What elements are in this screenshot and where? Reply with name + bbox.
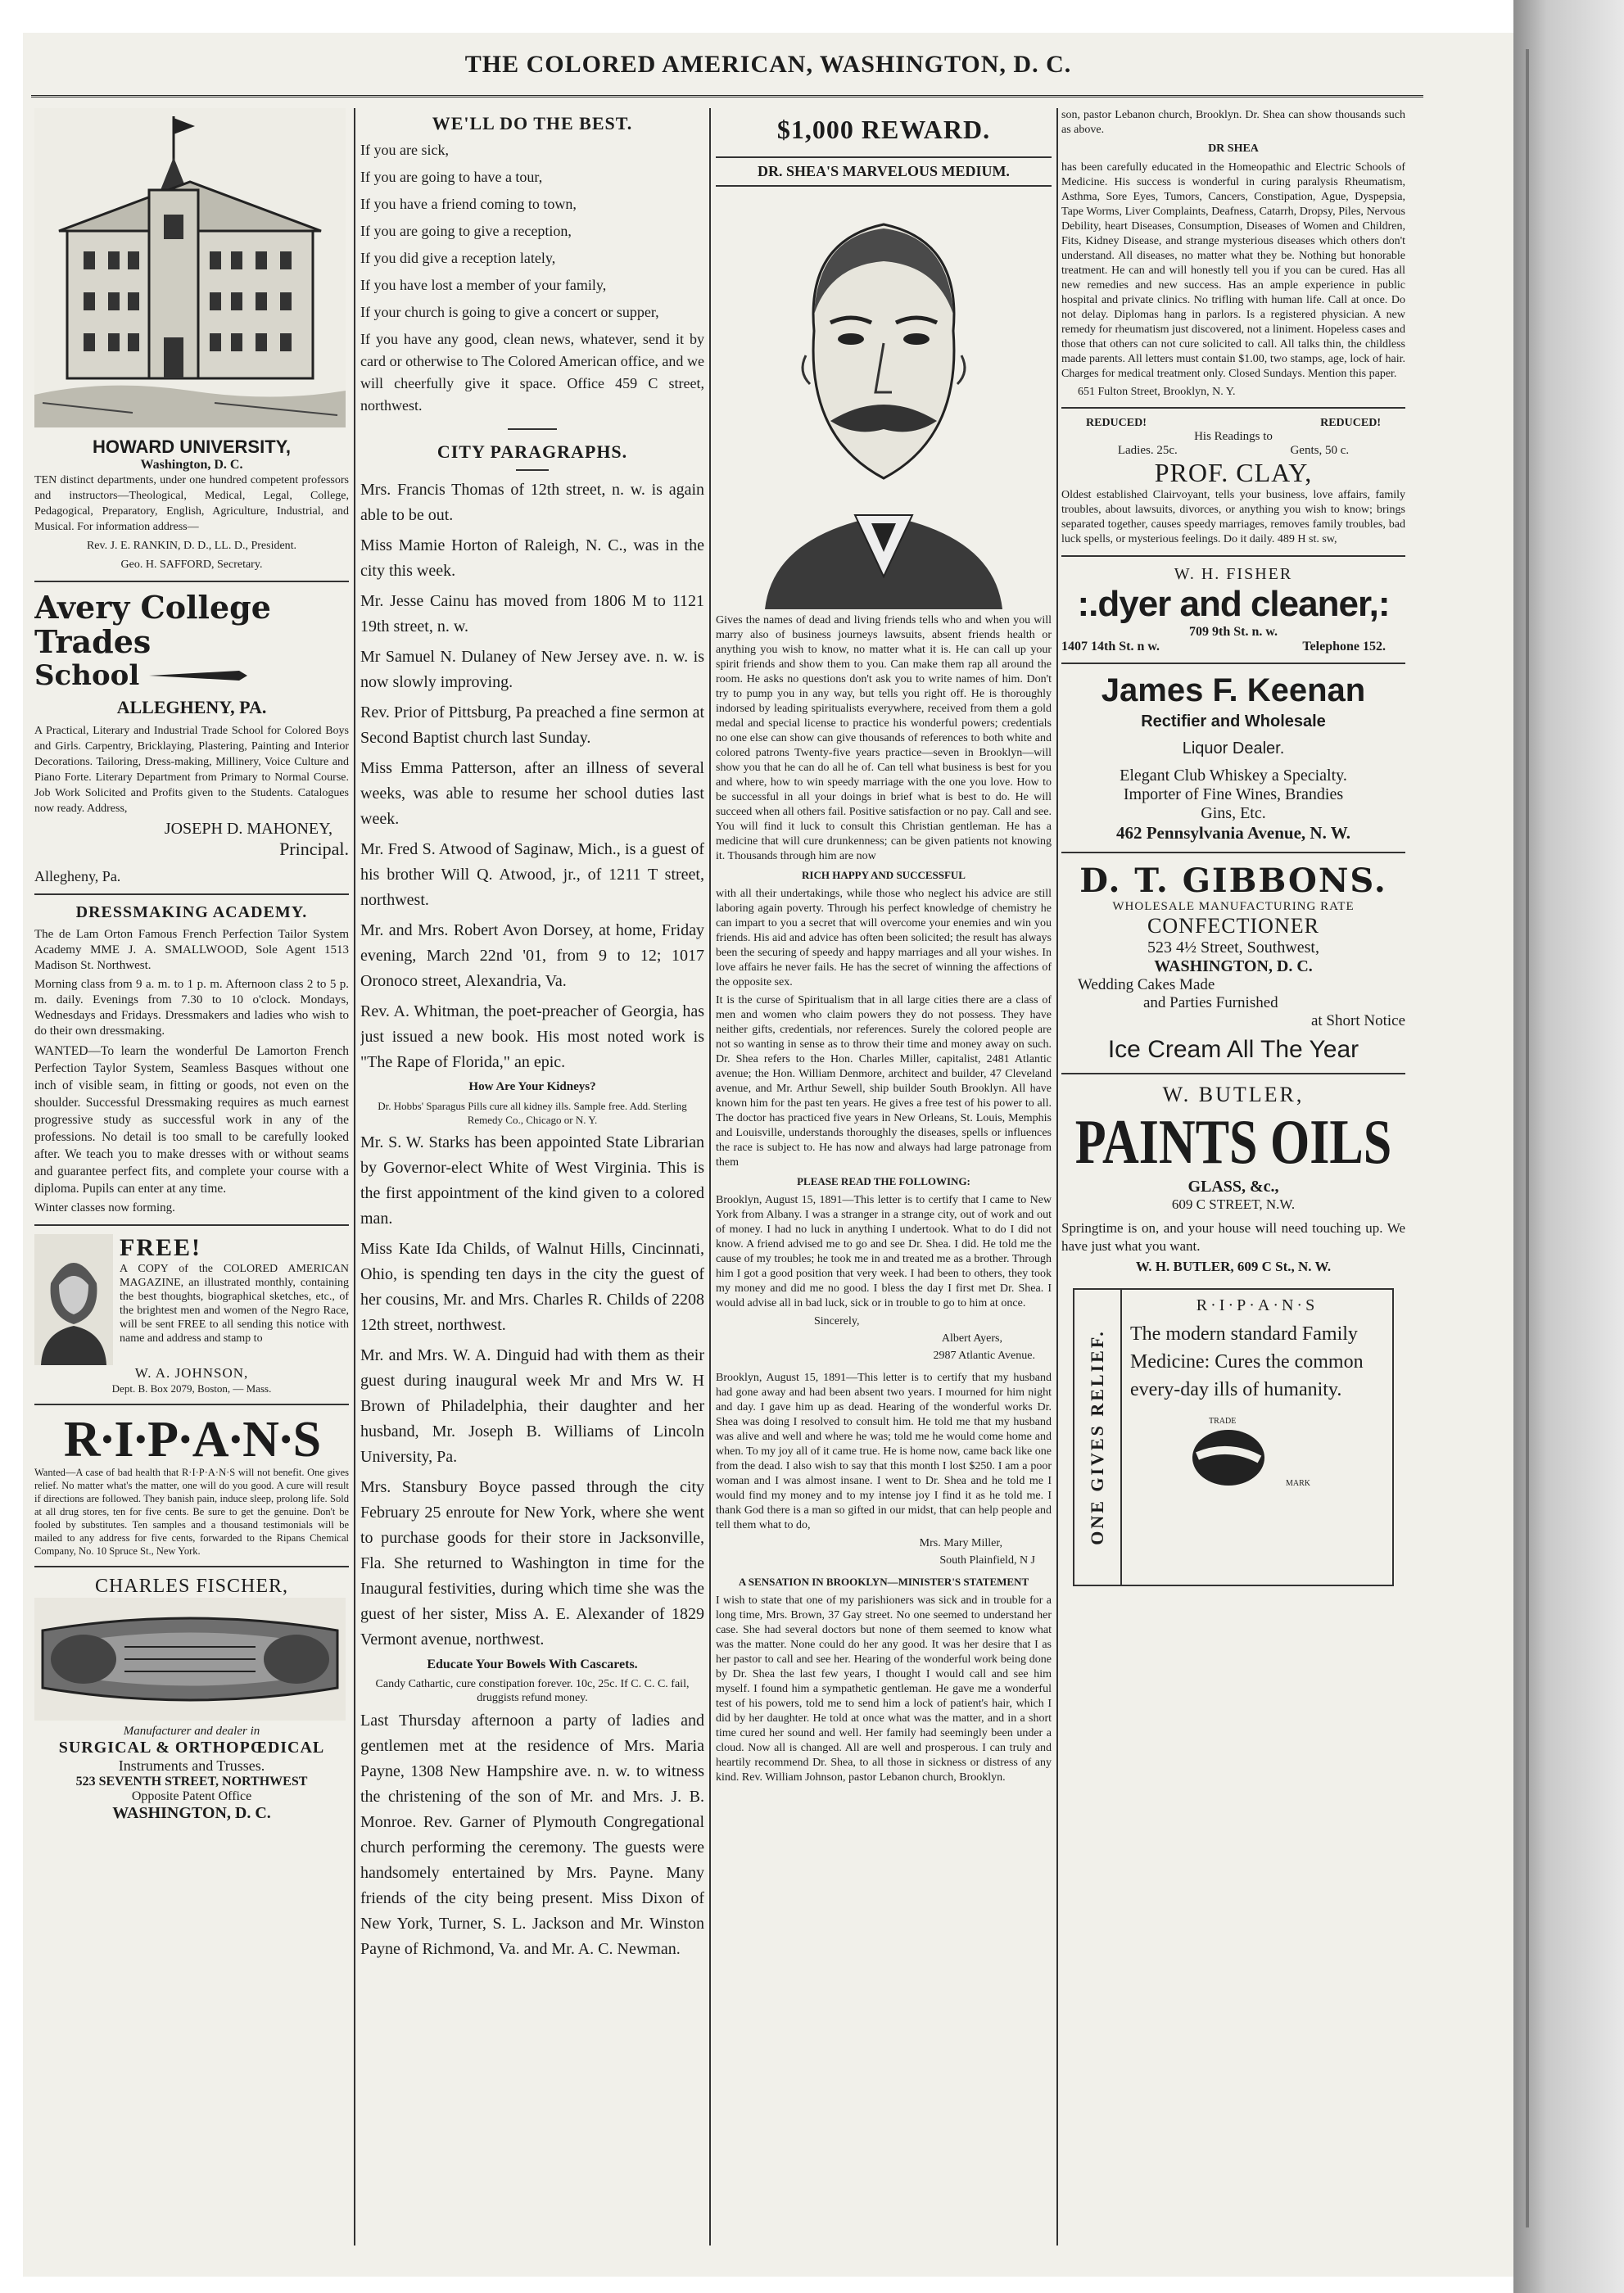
column-1 [34, 108, 349, 2246]
letter-1-addr: 2987 Atlantic Avenue. [933, 1350, 1035, 1362]
gibbons-city: WASHINGTON, D. C. [1154, 957, 1313, 975]
letter-2-name: Mrs. Mary Miller, [919, 1537, 1002, 1549]
shea-head: DR SHEA [1208, 142, 1259, 155]
best-title: WE'LL DO THE BEST. [432, 113, 633, 133]
binding-line [1526, 49, 1529, 2227]
gibbons-parties: and Parties Furnished [1143, 994, 1278, 1011]
howard-secretary: Geo. H. SAFFORD, Secretary. [120, 559, 263, 571]
city-paragraph: Miss Kate Ida Childs, of Walnut Hills, Cincinnati, Ohio, is spending ten days in the city the guest of her cousins, Mr. and Mrs. Charles R. Childs of 2208 12th street, northwest. [360, 1240, 704, 1334]
fischer-title: CHARLES FISCHER, [94, 1576, 289, 1597]
keenan-line-1: Rectifier and Wholesale [1141, 712, 1326, 730]
clay-gents: Gents, 50 c. [1290, 444, 1350, 457]
column-rule [354, 108, 355, 2246]
sensation-body: I wish to state that one of my parishioners was sick and in trouble for a long time, Mrs. Brown, 37 Gay street. No one seemed to understand her case. She had several doctors but none of them seemed to know what was the matter. None could do her any good. It was her desire that I as her pastor to call and see her. Hearing of the wonderful work being done by Dr. Shea the last few years, I thought I would call and see him myself. I found him a sympathetic gentleman. He gave me a wonderful test of his powers, told me to send him a lock of patient's hair, which I did by her daughter. He told at once what was the matter, and in a short time cured her sound and well. Her family had seemingly been under a cloud. Now all is changed. All are well and prosperous. I can truly and heartily recommend Dr. Shea, to all those in sickness or distress of any kind. Rev. William Johnson, pastor Lebanon church, Brooklyn. [716, 1594, 1052, 1784]
dressmaking-intro: The de Lam Orton Famous French Perfection Tailor System Academy MME J. A. SMALLWOOD, Sole Agent 1513 Madison St. Northwest. [34, 928, 349, 972]
ripans-mark: MARK [1286, 1479, 1311, 1488]
sensation-head: A SENSATION IN BROOKLYN—MINISTER'S STATEMENT [738, 1576, 1029, 1588]
fisher-trade: :.dyer and cleaner,: [1077, 584, 1390, 624]
newspaper-page [23, 33, 1513, 2277]
page-edge [1513, 0, 1624, 2293]
gibbons-notice: at Short Notice [1310, 1012, 1405, 1029]
dressmaking-hours: Morning class from 9 a. m. to 1 p. m. Afternoon class 2 to 5 p. m. daily. Evenings from 7.30 to 10 o'clock. Mondays, Wednesdays and Fridays. Dressmakers and ladies who wish to do their own dressmaking. [34, 978, 349, 1038]
butler-headline: PAINTS OILS [1074, 1107, 1392, 1178]
city-paragraph: Mr. Jesse Cainu has moved from 1806 M to 1121 19th street, n. w. [360, 592, 704, 635]
divider [34, 893, 349, 895]
fischer-line5: Opposite Patent Office [131, 1789, 252, 1803]
divider [34, 1566, 349, 1567]
free-body: A COPY of the COLORED AMERICAN MAGAZINE, an illustrated monthly, containing the best thoughts, biographical sketches, etc., of the brightest men and women of the Negro Race, will be sent FREE to all sending this notice with name and address and stamp to [120, 1263, 349, 1345]
howard-place: Washington, D. C. [140, 458, 243, 472]
kidneys-body: Dr. Hobbs' Sparagus Pills cure all kidney ills. Sample free. Add. Sterling Remedy Co., Chicago or N. Y. [378, 1100, 687, 1126]
shea-continued: son, pastor Lebanon church, Brooklyn. Dr. Shea can show thousands such as above. [1061, 109, 1405, 136]
avery-place-2: Allegheny, Pa. [34, 868, 121, 884]
divider [34, 1224, 349, 1226]
dressmaking-winter: Winter classes now forming. [34, 1201, 175, 1214]
free-title: FREE! [120, 1234, 201, 1261]
city-paragraph: Miss Mamie Horton of Raleigh, N. C., was in the city this week. [360, 536, 704, 580]
top-rule [31, 95, 1423, 97]
howard-university-engraving [34, 108, 346, 427]
ripans-side-text: ONE GIVES RELIEF. [1087, 1329, 1108, 1545]
city-paragraph: Mr. S. W. Starks has been appointed State Librarian by Governor-elect White of West Virginia. This is the first appointment of the kind given to a colored man. [360, 1133, 704, 1228]
best-line: If you are going to give a reception, [360, 223, 572, 239]
gibbons-ice-cream: Ice Cream All The Year [1107, 1036, 1359, 1063]
city-paragraph: Rev. Prior of Pittsburg, Pa preached a fine sermon at Second Baptist church last Sunday. [360, 703, 704, 747]
free-address: Dept. B. Box 2079, Boston, — Mass. [111, 1382, 272, 1395]
butler-body: Springtime is on, and your house will need touching up. We have just what you want. [1061, 1220, 1405, 1254]
city-paragraph: Mr. Fred S. Atwood of Saginaw, Mich., is a guest of his brother Will Q. Atwood, jr., of 1211 T street, northwest. [360, 840, 704, 909]
city-title: CITY PARAGRAPHS. [437, 441, 628, 462]
avery-place: ALLEGHENY, PA. [116, 697, 267, 717]
fischer-line2: SURGICAL & ORTHOPŒDICAL [58, 1739, 325, 1757]
howard-body: TEN distinct departments, under one hundred competent professors and instructors—Theological, Medical, Legal, College, Pedagogical, Preparatory, English, Agriculture, Industrial, and Musical. For information address— [34, 474, 349, 533]
keenan-line-5: Gins, Etc. [1201, 804, 1266, 822]
city-paragraph: Last Thursday afternoon a party of ladies and gentlemen met at the residence of Mrs. Maria Payne, 1308 New Hampshire ave. n. w. to witness the christening of the son of Mr. and Mrs. J. B. Monroe. Rev. Garner of Plymouth Congregational church performing the ceremony. The guests were handsomely entertained by Mrs. Payne. Many friends of the city being present. Miss Dixon of New York, Turner, S. L. Jackson and Mr. Winston Payne of Richmond, Va. and Mr. A. C. Newman. [360, 1712, 704, 1958]
keenan-name: James F. Keenan [1101, 672, 1366, 708]
gibbons-cakes: Wedding Cakes Made [1078, 976, 1215, 993]
fischer-line4: 523 SEVENTH STREET, NORTHWEST [75, 1775, 308, 1789]
dressmaking-wanted: WANTED—To learn the wonderful De Lamorton French Perfection Taylor System, Seamless Basques without one inch of visible seam, in fitting or goods, not even on the shoulder. Successful Dressmaking requires as much earnest progressive study as successful work in any of the professions. No detail is too small to be carefully looked after. We teach you to make dresses with or without seams and guarantee perfect fits, and complete your course with a diploma. Pupils can enter at any time. [34, 1044, 349, 1196]
truss-engraving [34, 1598, 346, 1721]
ripans-trade: TRADE [1209, 1417, 1237, 1426]
ripans-body: Wanted—A case of bad health that R·I·P·A·N·S will not benefit. One gives relief. No matter what's the matter, one will do you good. A cure will result if directions are followed. They banish pain, induce sleep, prolong life. Sold at all drug stores, ten for five cents. Be sure to get the genuine. Don't be fooled by substitutes. Ten samples and a thousand testimonials will be mailed to any address for five cents, forwarded to the Ripans Chemical Company, No. 10 Spruce St., New York. [34, 1467, 349, 1557]
letter-1-name: Albert Ayers, [941, 1332, 1002, 1345]
avery-title: Avery College Trades [34, 589, 271, 660]
fischer-line3: Instruments and Trusses. [118, 1757, 265, 1774]
avery-principal-name: JOSEPH D. MAHONEY, [164, 820, 332, 838]
shea-body-3: It is the curse of Spiritualism that in all large cities there are a class of men and women who claim powers they do not possess. They have neither gifts, credentials, nor references. Surely the colored people are not so wanting in sense as to throw their time and money away on such. Dr. Shea refers to the Hon. Charles Miller, capitalist, 2481 Atlantic avenue; the Hon. William Denmore, architect and builder, 47 Cleveland avenue, and Mr. Arthur Sewell, ship builder South Brooklyn. All have known him for the past ten years. He gives a free test of his power to all. The doctor has practiced five years in New Orleans, St. Louis, Memphis and Louisville, understands thoroughly the diseases, spells or influences the race is subject to. He has now and always had large patronage from them [716, 994, 1052, 1169]
reward-title: $1,000 REWARD. [776, 115, 991, 144]
keenan-address: 462 Pennsylvania Avenue, N. W. [1115, 823, 1351, 843]
divider [34, 581, 349, 582]
divider [1061, 407, 1405, 409]
keenan-line-3: Elegant Club Whiskey a Specialty. [1120, 767, 1347, 785]
gibbons-line-2: CONFECTIONER [1147, 914, 1319, 938]
city-paragraph: Mr. and Mrs. Robert Avon Dorsey, at home, Friday evening, March 22nd '01, from 9 to 12; 1017 Oronoco street, Alexandria, Va. [360, 921, 704, 990]
free-name: W. A. JOHNSON, [134, 1365, 249, 1381]
clay-ladies: Ladies. 25c. [1117, 444, 1178, 457]
ripans-tabules-seal-icon [1189, 1427, 1268, 1489]
ripans-box-body: The modern standard Family Medicine: Cures the common every-day ills of humanity. [1130, 1323, 1364, 1400]
column-rule [709, 108, 711, 2246]
pen-ornament-icon [149, 669, 247, 682]
portrait-engraving [34, 1234, 113, 1365]
column-2 [360, 108, 704, 2246]
fisher-telephone: Telephone 152. [1302, 640, 1386, 654]
best-line: If you have lost a member of your family, [360, 277, 607, 293]
divider [508, 428, 557, 430]
clay-readings: His Readings to [1194, 430, 1273, 443]
divider [34, 1404, 349, 1405]
city-paragraph: Mrs. Francis Thomas of 12th street, n. w. is again able to be out. [360, 481, 704, 524]
fischer-line6: WASHINGTON, D. C. [112, 1804, 271, 1822]
clay-reduced-left: REDUCED! [1086, 417, 1147, 429]
divider [1061, 663, 1405, 664]
bowels-title: Educate Your Bowels With Cascarets. [427, 1658, 638, 1671]
fisher-name: W. H. FISHER [1174, 565, 1293, 583]
column-4 [1061, 108, 1405, 2246]
butler-name: W. BUTLER, [1162, 1083, 1305, 1106]
gibbons-line-1: WHOLESALE MANUFACTURING RATE [1112, 900, 1355, 913]
city-paragraph: Rev. A. Whitman, the poet-preacher of Georgia, has just issued a new book. His most noted work is "The Rape of Florida," an epic. [360, 1002, 704, 1071]
shea-address: 651 Fulton Street, Brooklyn, N. Y. [1078, 386, 1236, 398]
best-line: If you have a friend coming to town, [360, 196, 577, 212]
gibbons-name: D. T. GIBBONS. [1079, 862, 1387, 900]
divider [1061, 852, 1405, 853]
shea-body-2: with all their undertakings, while those who neglect his advice are still laboring again poverty. Through his perfect knowledge of chemistry he can impart to you a secret that will overcome your enemies and win you friends. His aid and advice has often been solicited; the result has always been the securing of speedy and happy marriages and all your wishes. In love affairs he never fails. He has the secret of winning the affections of the opposite sex. [716, 888, 1052, 988]
ripans-title: R·I·P·A·N·S [63, 1412, 320, 1468]
ripans-box [1073, 1288, 1394, 1586]
keenan-line-4: Importer of Fine Wines, Brandies [1123, 785, 1344, 803]
clay-body: Oldest established Clairvoyant, tells your business, love affairs, family troubles, about lawsuits, divorces, or anything you wish to know; brings separated together, causes speedy marriages, removes family troubles, bad luck spells, or mysterious feelings. Do it daily. 489 H st. sw, [1061, 489, 1405, 545]
divider [516, 469, 549, 471]
shea-letter-1: Brooklyn, August 15, 1891—This letter is to certify that I came to New York from Albany. I was a stranger in a strange city, out of work and out of money. I had no luck in anything I undertook. What to do I did not know. A friend advised me to go and see Dr. Shea. I did. He told me the cause of my troubles; he took me in and treated me as a brother. Through him I got a good position that very week. I had been to others, they took my money and did me no good. I bless the day I first met Dr. Shea. I would advise all in bad luck, sick or in trouble to go to him at once. [716, 1194, 1052, 1309]
howard-title: HOWARD UNIVERSITY, [92, 436, 292, 457]
best-line: If you did give a reception lately, [360, 250, 556, 266]
howard-president: Rev. J. E. RANKIN, D. D., LL. D., President. [86, 540, 297, 552]
best-line: If you are going to have a tour, [360, 169, 543, 185]
reward-subtitle: DR. SHEA'S MARVELOUS MEDIUM. [716, 156, 1052, 187]
shea-read-head: PLEASE READ THE FOLLOWING: [797, 1175, 970, 1187]
avery-principal-role: Principal. [279, 839, 349, 859]
bowels-body: Candy Cathartic, cure constipation forever. 10c, 25c. If C. C. C. fail, druggists refund money. [375, 1678, 690, 1704]
divider [1061, 1073, 1405, 1074]
masthead: THE COLORED AMERICAN, WASHINGTON, D. C. [464, 51, 1072, 78]
dr-shea-portrait [716, 192, 1052, 609]
shea-letter-2: Brooklyn, August 15, 1891—This letter is to certify that my husband had gone away and had been absent two years. I mourned for him night and day. I gave him up as dead. Hearing of the wonderful works Dr. Shea was doing I resolved to consult him. He told me that my husband was alive and well and where he was; told me he would come home and when. To my joy all of it came true. He is home now, came back like one from the dead. I also wish to say that this month I lost $250. I am a poor woman and I was almost insane. I went to Dr. Shea and he told me I would find my money and to my intense joy I find it as he told me. I thank God there is a man so gifted in our midst, that can help people and tell them what to do, [716, 1372, 1052, 1531]
divider [1061, 555, 1405, 557]
ripans-box-title: R·I·P·A·N·S [1196, 1296, 1319, 1314]
butler-glass: GLASS, &c., [1187, 1178, 1279, 1196]
shea-body-1: Gives the names of dead and living friends tells who and when you will marry also of business journeys lawsuits, absent friends health or anything you wish to know, no matter what it is. He can call up your spirit friends and show them to you. Can make them rap all around the room. He asks no questions don't ask you to write names of him. Don't try to pump you in any way, but tells you right off. He is thoroughly indorsed by leading spiritualists everywhere, received from them a gold medal and special license to practice his wonderful powers; credentials no one else can show can give thousands of references to both white and colored patrons Twenty-five years practice—seven in Brooklyn—will show you that he can do all he of. Can tell what business is best for you and where, how to win speedy marriage with the one you love. How to be successful in all your doings in brief what is best to do. He will succeed when all others fail. Positive satisfaction or no pay. Call and see. You will find it luck to consult this Christian gentleman. He has a medicine that will cure drunkenness; can be given patients not knowing it. Thousands through him are now [716, 614, 1052, 862]
avery-title-school: School [34, 659, 140, 692]
best-line: If you are sick, [360, 142, 449, 158]
gibbons-address: 523 4½ Street, Southwest, [1147, 938, 1319, 957]
butler-address: 609 C STREET, N.W. [1171, 1196, 1296, 1212]
letter-1-sig: Sincerely, [814, 1315, 860, 1327]
butler-signature: W. H. BUTLER, 609 C St., N. W. [1135, 1259, 1332, 1274]
city-paragraph: Mrs. Stansbury Boyce passed through the city February 25 enroute for New York, where she went to purchase goods for their store in Jacksonville, Fla. She returned to Washington in time for the Inaugural festivities, during which time she was the guest of her sister, Miss A. E. Alexander of 1829 Vermont avenue, northwest. [360, 1478, 704, 1649]
best-line: If you have any good, clean news, whatever, send it by card or otherwise to The Colored American office, and we will cheerfully give it space. Office 459 C street, northwest. [360, 331, 704, 414]
avery-body: A Practical, Literary and Industrial Trade School for Colored Boys and Girls. Carpentry, Bricklaying, Plastering, Painting and Interior Decorations. Tailoring, Dress-making, Millinery, Voice Culture and Piano Forte. Literary Department from Primary to Normal Course. Job Work Solicited and Profits given to the Students. Catalogues now ready. Address, [34, 725, 349, 815]
clay-name: PROF. CLAY, [1154, 458, 1313, 487]
keenan-line-2: Liquor Dealer. [1182, 739, 1285, 758]
shea-body: has been carefully educated in the Homeopathic and Electric Schools of Medicine. His success is wonderful in curing paralysis Rheumatism, Asthma, Sore Eyes, Tumors, Cancers, Constipation, Ague, Dyspepsia, Tape Worms, Liver Complaints, Deafness, Catarrh, Dropsy, Piles, Nervous Debility, heart Diseases, Consumption, Diseases of Women and Children, Fits, Kidney Disease, and strange mysterious diseases which others don't understand. All diseases, no matter what they be. Nothing but honorable treatment. He can and will honestly tell you if you can be cured. Has all new remedies and new success. Has an ample experience in public hospital and private clinics. No trifling with human life. Call at once. Do not delay. Diplomas hang in parlors. Is a registered physician. A new remedy for rheumatism just discovered, not a liniment. Hopeless cases and those that others can not cure solicited to call. All talks thin, the childless made parents. All letters must contain $1.00, two stamps, age, lock of hair. Charges for medical treatment only. Closed Sundays. Mention this paper. [1061, 161, 1405, 380]
kidneys-title: How Are Your Kidneys? [468, 1080, 596, 1093]
fischer-line1: Manufacturer and dealer in [123, 1725, 260, 1738]
clay-reduced-right: REDUCED! [1320, 417, 1381, 429]
fisher-addr-1: 709 9th St. n. w. [1188, 625, 1278, 639]
fisher-addr-2: 1407 14th St. n w. [1061, 640, 1160, 654]
column-3 [716, 108, 1052, 2246]
letter-2-addr: South Plainfield, N J [939, 1554, 1035, 1567]
city-paragraph: Mr Samuel N. Dulaney of New Jersey ave. n. w. is now slowly improving. [360, 648, 704, 691]
dressmaking-title: DRESSMAKING ACADEMY. [75, 903, 308, 921]
column-rule [1056, 108, 1058, 2246]
city-paragraph: Miss Emma Patterson, after an illness of several weeks, was able to resume her school duties last week. [360, 759, 704, 828]
best-line: If your church is going to give a concert or supper, [360, 304, 659, 320]
city-paragraph: Mr. and Mrs. W. A. Dinguid had with them as their guest during inaugural week Mr and Mrs W. H Brown of Philadelphia, their daughter and her husband, Mr. Joseph B. Williams of Lincoln University, Pa. [360, 1346, 704, 1466]
shea-rich-head: RICH HAPPY AND SUCCESSFUL [802, 869, 966, 881]
